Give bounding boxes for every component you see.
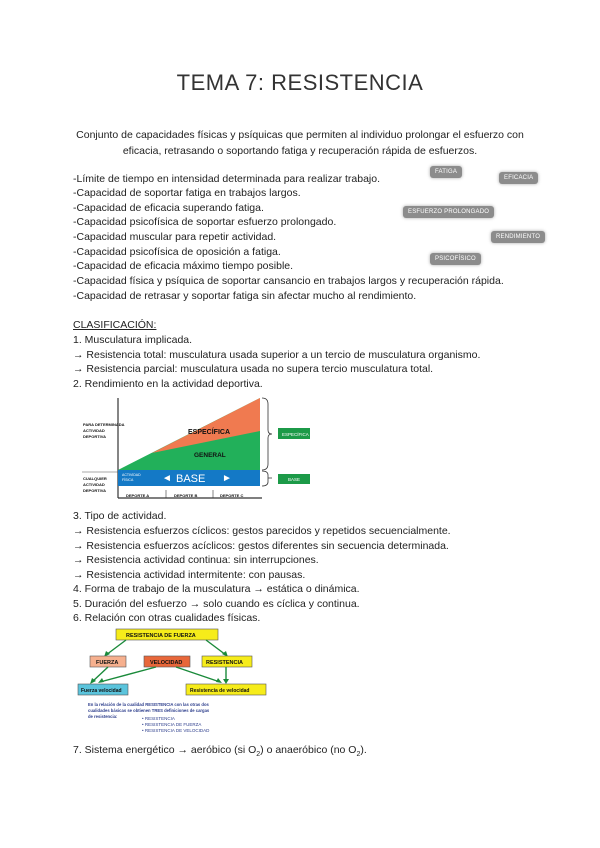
right-base-label: BASE bbox=[288, 477, 301, 482]
left-bottom-label: ACTIVIDAD bbox=[83, 482, 105, 487]
base-small-label: ACTIVIDAD bbox=[122, 473, 141, 477]
left-top-label: PARA DETERMINADA bbox=[83, 422, 125, 427]
left-bottom-label: CUALQUIER bbox=[83, 476, 107, 481]
list-item: → Resistencia actividad intermitente: con pausas. bbox=[73, 569, 306, 581]
list-item: → Resistencia esfuerzos cíclicos: gestos parecidos y repetidos secuencialmente. bbox=[73, 525, 451, 537]
list-item: → Resistencia total: musculatura usada superior a un tercio de musculatura organismo. bbox=[73, 349, 481, 361]
fuerza-label: FUERZA bbox=[96, 660, 119, 666]
definition-item: -Capacidad de retrasar y soportar fatiga sin afectar mucho al rendimiento. bbox=[73, 290, 417, 302]
list-item-sistema-energetico: 7. Sistema energético → aeróbico (si $O_2$) o anaeróbico (no $O_2$). bbox=[73, 744, 367, 759]
caption-line: de resistencia: bbox=[88, 714, 118, 719]
general-label: GENERAL bbox=[194, 452, 226, 459]
resistencia-fuerza-label: RESISTENCIA DE FUERZA bbox=[126, 633, 196, 639]
svg-text:►: ► bbox=[222, 473, 232, 484]
left-top-label: ACTIVIDAD bbox=[83, 428, 105, 433]
resistencia-velocidad-label: Resistencia de velocidad bbox=[190, 688, 250, 694]
keyword-tag-fatiga: FATIGA bbox=[430, 166, 462, 178]
especifica-label: ESPECÍFICA bbox=[188, 429, 231, 436]
deporte-label: DEPORTE A bbox=[126, 493, 150, 498]
fuerza-velocidad-label: Fuerza velocidad bbox=[81, 688, 122, 694]
list-item: 4. Forma de trabajo de la musculatura → estática o dinámica. bbox=[73, 583, 360, 595]
right-especifica-label: ESPECÍFICA bbox=[282, 432, 309, 437]
keyword-tag-rendimiento: RENDIMIENTO bbox=[491, 231, 545, 243]
definition-item: -Capacidad muscular para repetir actividad. bbox=[73, 231, 277, 243]
keyword-tag-eficacia: EFICACIA bbox=[499, 172, 538, 184]
definition-item: -Capacidad de eficacia superando fatiga. bbox=[73, 202, 264, 214]
list-item: 5. Duración del esfuerzo → solo cuando es cíclica y continua. bbox=[73, 598, 360, 610]
list-item: 1. Musculatura implicada. bbox=[73, 334, 193, 346]
list-item: → Resistencia esfuerzos acíclicos: gestos diferentes sin secuencia determinada. bbox=[73, 540, 449, 552]
deporte-label: DEPORTE C bbox=[220, 493, 244, 498]
resistencia-label: RESISTENCIA bbox=[206, 660, 243, 666]
cualidades-diagram bbox=[76, 626, 276, 738]
list-item: 2. Rendimiento en la actividad deportiva. bbox=[73, 378, 263, 390]
list-item: 6. Relación con otras cualidades físicas. bbox=[73, 612, 261, 624]
intro-paragraph: Conjunto de capacidades físicas y psíquicas que permiten al individuo prolongar el esfuerzo con eficacia, retrasando o soportando fatiga y recuperación rápida de esfuerzos. bbox=[76, 129, 524, 157]
velocidad-label: VELOCIDAD bbox=[150, 660, 183, 666]
definition-item: -Capacidad psicofísica de soportar esfuerzo prolongado. bbox=[73, 216, 337, 228]
keyword-tag-psicofisico: PSICOFÍSICO bbox=[430, 253, 481, 265]
definition-item: -Capacidad de soportar fatiga en trabajos largos. bbox=[73, 187, 301, 199]
rendimiento-diagram bbox=[82, 394, 312, 502]
list-item: 3. Tipo de actividad. bbox=[73, 510, 167, 522]
caption-line: En la relación de la cualidad RESISTENCIA con las otras dos bbox=[88, 702, 209, 707]
left-bottom-label: DEPORTIVA bbox=[83, 488, 107, 493]
base-label: BASE bbox=[176, 473, 206, 485]
left-top-label: DEPORTIVA bbox=[83, 434, 107, 439]
bullet-item: • RESISTENCIA DE FUERZA bbox=[142, 722, 202, 727]
definition-item: -Límite de tiempo en intensidad determinada para realizar trabajo. bbox=[73, 173, 381, 185]
page-title: TEMA 7: RESISTENCIA bbox=[176, 70, 424, 95]
deporte-label: DEPORTE B bbox=[174, 493, 198, 498]
bullet-item: • RESISTENCIA DE VELOCIDAD bbox=[142, 728, 210, 733]
clasificacion-heading: CLASIFICACIÓN: bbox=[73, 319, 157, 331]
definition-item: -Capacidad de eficacia máximo tiempo posible. bbox=[73, 260, 294, 272]
keyword-tag-esfuerzo-prolongado: ESFUERZO PROLONGADO bbox=[403, 206, 494, 218]
definition-item: -Capacidad psicofísica de oposición a fatiga. bbox=[73, 246, 281, 258]
base-small-label: FÍSICA bbox=[122, 478, 134, 482]
list-item: → Resistencia parcial: musculatura usada no supera tercio musculatura total. bbox=[73, 363, 434, 375]
definition-item: -Capacidad física y psíquica de soportar cansancio en trabajos largos y recuperación rápida. bbox=[73, 275, 504, 287]
bullet-item: • RESISTENCIA bbox=[142, 716, 175, 721]
caption-line: cualidades básicas se obtienen TRES definiciones de cargas bbox=[88, 708, 210, 713]
list-item: → Resistencia actividad continua: sin interrupciones. bbox=[73, 554, 319, 566]
svg-text:◄: ◄ bbox=[162, 473, 172, 484]
